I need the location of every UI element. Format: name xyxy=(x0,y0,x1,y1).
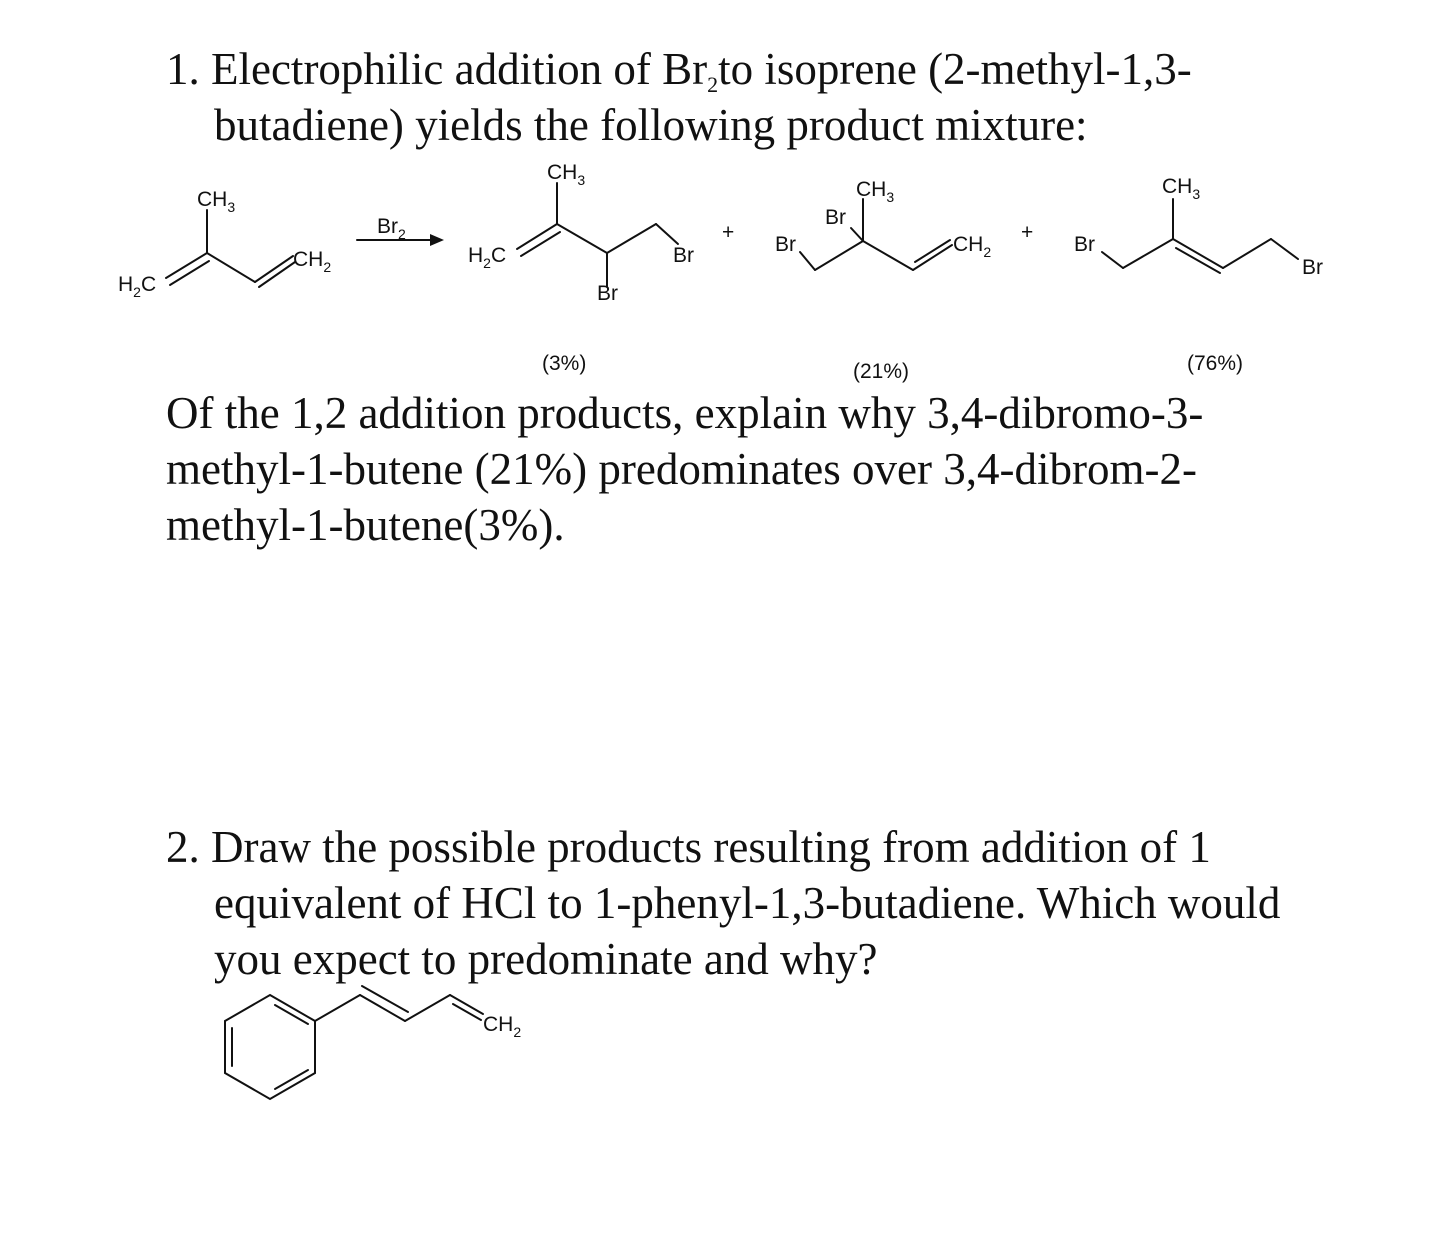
question-2-line-3: you expect to predominate and why? xyxy=(214,934,878,984)
question-1-followup xyxy=(166,385,1203,553)
reactant-ch3-label: $CH_3$ xyxy=(197,188,236,215)
product-2-ch2-label: $CH_2$ xyxy=(953,233,992,260)
question-2 xyxy=(166,819,1280,987)
question-1-line-2: butadiene) yields the following product mixture: xyxy=(214,100,1088,150)
reagent-label: $Br_2$ xyxy=(377,215,406,242)
plus-sign-2: + xyxy=(1021,221,1034,244)
product-3-yield: (76%) xyxy=(1187,352,1244,375)
question-1-text-b: to isoprene (2-methyl-1,3- xyxy=(718,44,1192,94)
product-1-h2c-label: $H_2C$ xyxy=(468,244,507,271)
followup-line-3: methyl-1-butene(3%). xyxy=(166,500,565,550)
product-3-br-left-label: Br xyxy=(1074,233,1095,256)
reactant-h2c-label: $H_2C$ xyxy=(118,273,157,300)
question-1-subscript: 2 xyxy=(707,72,719,97)
product-2-br-top-label: Br xyxy=(825,206,846,229)
product-1-br-mid-label: Br xyxy=(597,282,618,305)
product-2-br-left-label: Br xyxy=(775,233,796,256)
product-2-yield: (21%) xyxy=(853,360,910,383)
phenylbutadiene-ch2-label: $CH_2$ xyxy=(483,1013,522,1040)
product-1-yield: (3%) xyxy=(542,352,587,375)
question-2-line-2: equivalent of HCl to 1-phenyl-1,3-butadiene. Which would xyxy=(214,878,1281,928)
product-1-br-end-label: Br xyxy=(673,244,694,267)
reaction-arrow-head xyxy=(430,234,444,246)
plus-sign-1: + xyxy=(722,221,735,244)
question-2-line-1: 2. Draw the possible products resulting from addition of 1 xyxy=(166,822,1211,872)
product-2-ch3-label: $CH_3$ xyxy=(856,178,895,205)
followup-line-2: methyl-1-butene (21%) predominates over 3,4-dibrom-2- xyxy=(166,444,1197,494)
product-3-ch3-label: $CH_3$ xyxy=(1162,175,1201,202)
product-1-ch3-label: $CH_3$ xyxy=(547,161,586,188)
product-3-br-right-label: Br xyxy=(1302,256,1323,279)
question-1-text-a: 1. Electrophilic addition of Br xyxy=(166,44,708,94)
reactant-ch2-label: $CH_2$ xyxy=(293,248,332,275)
followup-line-1: Of the 1,2 addition products, explain why 3,4-dibromo-3- xyxy=(166,388,1204,438)
